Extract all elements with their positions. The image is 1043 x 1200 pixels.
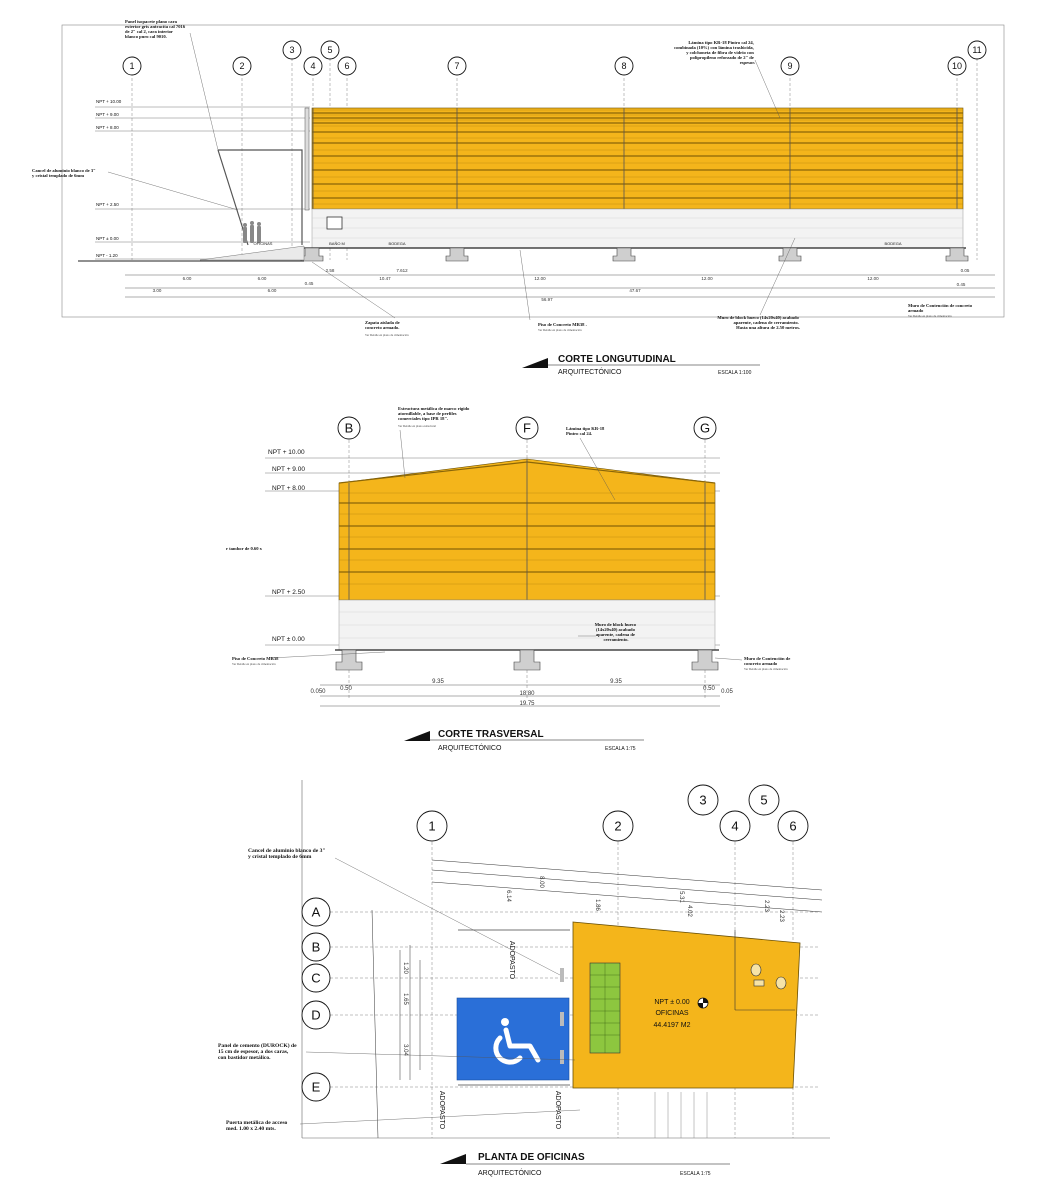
dim-trans-5: 0.50 [703,686,715,692]
office-area: 44.4197 M2 [653,1022,691,1029]
people-silhouettes [243,221,261,243]
note-muro-block-trans: Muro de block hueco (14x20x40) acabado aparente, cadena de cerramiento. [594,622,637,642]
note-muro-contencion-long-ref: Ver Detalle en plano de cimentación [908,314,952,318]
dim-long-r2-3: 47.67 [629,288,641,293]
level-npt-9: NPT + 9.00 [96,112,119,117]
level-lines [95,107,310,259]
note-piso-trans-ref: Ver Detalle en plano de cimentación [232,662,276,666]
plan-axis-5: 5 [760,792,768,808]
exterior-stairs [655,1092,707,1138]
trans-level-npt-0: NPT ± 0.00 [272,636,305,643]
dim-long-4: 7.612 [396,268,408,273]
subtitle-longitudinal: ARQUITECTÓNICO [558,369,622,376]
dim-trans-2: 0.50 [340,686,352,692]
level-npt-8: NPT + 8.00 [96,125,119,130]
room-label-bodega-1: BODEGA [388,241,406,246]
level-npt-0: NPT ± 0.00 [96,236,119,241]
note-durock: Panel de cemento (DUROCK) de 15 cm de espesor, a dos caras, con bastidor metálico. [218,1043,297,1061]
plan-axis-e: E [311,1079,321,1095]
scale-trasversal: ESCALA 1:75 [605,746,636,752]
note-zapata: Zapata aislada de concreto armado. [365,320,400,330]
dim-trans-6: 0.05 [721,689,733,695]
axis-4: 4 [310,61,316,71]
scale-longitudinal: ESCALA 1:100 [718,370,752,376]
dim-long-r2-1: 3.00 [152,288,162,293]
dim-long-8: 12.00 [867,276,879,281]
axis-bubbles-long [123,41,986,75]
room-label-bodega-2: BODEGA [884,241,902,246]
axis-2: 2 [239,61,245,71]
axis-6: 6 [344,61,350,71]
note-panel-isopacete: Panel isopacete plano cara exterior gris antracita cal 7016 de 2" cal 2, cara interior blanco puro cal 9010. [125,19,186,39]
adopasto-label-1: ADOPASTO [508,940,515,980]
dim-trans-total-1: 18.80 [519,691,535,697]
plan-axis-c: C [311,970,321,986]
plan-axis-a: A [311,904,321,920]
plan-axis-3: 3 [699,792,707,808]
note-puerta: Puerta metálica de acceso med. 1.00 x 2.40 mts. [226,1120,288,1132]
plan-dim-top-6: 2.23 [763,900,769,912]
title-arrow-plan [440,1154,466,1164]
axis-7: 7 [454,61,460,71]
room-label-bano: BAÑO M [329,241,345,246]
note-estructura: Estructura metálica de marco rígido atornillable, a base de perfiles comerciales tipo IPR 18". [398,406,470,421]
office-level: NPT ± 0.00 [654,999,690,1006]
longitudinal-section [32,19,1004,376]
trans-level-npt-8: NPT + 8.00 [272,485,305,492]
plan-dim-top-1: 8.00 [538,876,544,888]
note-estructura-ref: Ver Detalle en plano estructural [398,424,436,428]
dim-long-7: 12.00 [701,276,713,281]
trans-level-npt-9: NPT + 9.00 [272,466,305,473]
plan-axis-2: 2 [614,818,622,834]
axis-9: 9 [787,61,793,71]
axis-3: 3 [289,45,295,55]
dim-long-1: 6.00 [182,276,192,281]
plan-axis-b: B [311,939,321,955]
plan-axis-1: 1 [428,818,436,834]
trans-level-npt-2-5: NPT + 2.50 [272,589,305,596]
note-muro-contencion-trans: Muro de Contención de concreto armado [744,656,791,666]
note-muro-contencion-long: Muro de Contención de concreto armado [908,303,973,313]
dim-long-3: 2.58 [325,268,335,273]
subtitle-trasversal: ARQUITECTÓNICO [438,745,502,752]
level-npt-minus-1-2: NPT - 1.20 [96,253,118,258]
axis-1: 1 [129,61,135,71]
footings-trans [336,650,718,670]
dim-trans-total-2: 19.75 [519,701,535,707]
plan-dim-top-5: 4.02 [686,905,692,917]
note-piso-long-ref: Ver Detalle en plano de cimentación [538,328,582,332]
level-marker-icon [698,998,708,1008]
title-trasversal: CORTE TRASVERSAL [438,729,544,740]
dimension-lines-long [125,275,995,297]
title-longitudinal: CORTE LONGUTUDINAL [558,354,676,365]
note-zapata-ref: Ver Detalle en plano de cimentación [365,333,409,337]
footings-long [301,248,968,261]
plan-axis-6: 6 [789,818,797,834]
axis-f-trans: F [523,420,531,436]
office-name: OFICINAS [655,1010,689,1017]
axis-5: 5 [327,45,333,55]
title-arrow-long [522,358,548,368]
note-piso-long: Piso de Concreto MR38 . [538,322,587,327]
plan-dim-left-3: 3.04 [402,1044,408,1056]
plan-dim-top-2: 6.14 [505,890,511,902]
note-piso-trans: Piso de Concreto MR38 [232,656,279,661]
axis-10: 10 [951,61,963,71]
axis-11: 11 [972,45,982,55]
accessible-parking-space [457,998,569,1080]
scale-plan: ESCALA 1:75 [680,1171,711,1177]
note-muro-contencion-trans-ref: Ver Detalle en plano de cimentación [744,667,788,671]
trans-level-npt-10: NPT + 10.00 [268,449,305,456]
block-wall-long [312,209,963,248]
title-plan: PLANTA DE OFICINAS [478,1152,585,1163]
level-npt-10: NPT + 10.00 [96,99,122,104]
adopasto-label-2: ADOPASTO [438,1090,445,1130]
plan-dim-top-7: 2.23 [778,910,784,922]
plan-axis-d: D [311,1007,321,1023]
plan-dim-top-3: 1.86 [594,899,600,911]
dim-long-6: 12.00 [534,276,546,281]
note-cancel-long: Cancel de aluminio blanco de 3" y cristal templado de 6mm [32,168,96,178]
dim-trans-3: 9.35 [432,679,444,685]
dim-trans-1: 0.050 [310,689,326,695]
plan-axis-4: 4 [731,818,739,834]
title-arrow-trans [404,731,430,741]
dim-long-r2-2: 6.00 [267,288,277,293]
dim-trans-4: 9.35 [610,679,622,685]
plan-dim-left-1: 1.20 [402,962,408,974]
dim-long-2: 6.00 [257,276,267,281]
note-lamina-trans: Lámina tipo KR-18 Pintro cal 24. [566,426,605,436]
window-bano [327,217,342,229]
dim-long-9: 0.05 [960,268,970,273]
adopasto-label-3: ADOPASTO [554,1090,561,1130]
dim-long-r3-1: 0.45 [304,281,314,286]
axis-b-trans: B [344,420,354,436]
axis-8: 8 [621,61,627,71]
dim-long-r3-2: 0.45 [956,282,966,287]
note-muro-block-long: Muro de block hueco (14x20x40) acabado aparente, cadena de cerramiento. Hasta una altura de 2.50 metros. [717,315,800,330]
note-tambor: r tambor de 0.60 x [226,546,262,551]
subtitle-plan: ARQUITECTÓNICO [478,1170,542,1177]
dim-long-5: 10.47 [379,276,391,281]
axis-g-trans: G [699,420,711,436]
note-lamina-long: Lámina tipo KR-18 Pintro cal 24, combinada (10%) con lámina traslúcida, y colchoneta de fibra de vidrio con polipropileno reforzado de 2" de espesor. [674,40,755,65]
transversal-section [226,406,791,752]
room-label-oficinas: OFICINAS [253,241,273,246]
dim-long-total: 56.97 [541,297,553,302]
note-cancel-plan: Cancel de aluminio blanco de 3" y cristal templado de 6mm [248,848,326,860]
level-npt-2-5: NPT + 2.50 [96,202,119,207]
plan-dim-left-2: 1.65 [402,993,408,1005]
axis-bubbles-trans [338,417,716,439]
plan-dim-top-4: 5.31 [678,891,684,903]
